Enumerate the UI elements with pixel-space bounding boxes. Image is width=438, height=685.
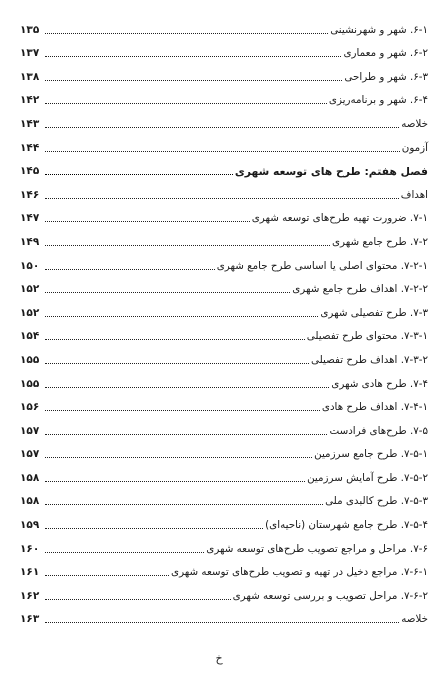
toc-entry-page-number: ۱۴۶ [20, 188, 40, 201]
toc-entry-page-number: ۱۴۹ [20, 235, 40, 248]
toc-entry-page-number: ۱۵۷ [20, 448, 40, 461]
toc-entry-page-number: ۱۴۳ [20, 117, 40, 130]
dot-leader [45, 339, 305, 340]
toc-entry [20, 37, 428, 61]
toc-entry [20, 461, 428, 485]
toc-entry-page-number: ۱۵۹ [20, 519, 40, 532]
toc-entry [20, 178, 428, 202]
toc-entry [20, 107, 428, 131]
toc-entry [20, 249, 428, 273]
toc-entry-page-number: ۱۶۲ [20, 589, 40, 602]
toc-entry-title: ۷-۴-۱. اهداف طرح هادی [321, 401, 428, 414]
toc-entry-page-number: ۱۴۴ [20, 141, 40, 154]
toc-entry-page-number: ۱۶۱ [20, 566, 40, 579]
toc-entry-title: اهداف [400, 188, 428, 201]
toc-entry [20, 485, 428, 509]
dot-leader [45, 127, 399, 128]
toc-entry-title: ۶-۴. شهر و برنامه‌ریزی [328, 94, 428, 107]
toc-entry-page-number: ۱۶۰ [20, 542, 40, 555]
dot-leader [45, 387, 329, 388]
toc-entry-title: آزمون [401, 141, 428, 154]
toc-entry-title: ۷-۳-۲. اهداف طرح تفصیلی [311, 353, 428, 366]
toc-entry [20, 60, 428, 84]
toc-entry-page-number: ۱۵۰ [20, 259, 40, 272]
dot-leader [45, 292, 290, 293]
toc-entry-title: ۷-۳. طرح تفصیلی شهری [320, 306, 428, 319]
toc-entry-title: ۷-۲-۱. محتوای اصلی یا اساسی طرح جامع شهری [216, 259, 428, 272]
toc-entry [20, 202, 428, 226]
toc-entry [20, 532, 428, 556]
toc-entry [20, 556, 428, 580]
toc-entry-title: خلاصه [401, 613, 428, 626]
page-number-footer: خ [215, 652, 223, 665]
toc-entry-title: ۷-۵-۱. طرح جامع سرزمین [314, 448, 428, 461]
dot-leader [45, 56, 341, 57]
dot-leader [45, 528, 263, 529]
toc-entry-title: ۶-۲. شهر و معماری [343, 47, 428, 60]
toc-entry-page-number: ۱۳۵ [20, 23, 40, 36]
toc-entry [20, 84, 428, 108]
toc-entry-title: ۷-۵-۴. طرح جامع شهرستان (ناحیه‌ای) [265, 519, 428, 532]
dot-leader [45, 221, 250, 222]
toc-entry-page-number: ۱۶۳ [20, 613, 40, 626]
toc-entry-page-number: ۱۵۶ [20, 401, 40, 414]
toc-entry-title: فصل هفتم: طرح های توسعه شهری [234, 165, 428, 179]
toc-entry [20, 391, 428, 415]
toc-entry-page-number: ۱۴۲ [20, 94, 40, 107]
toc-entry [20, 603, 428, 627]
toc-entry [20, 320, 428, 344]
toc-entry-page-number: ۱۵۵ [20, 377, 40, 390]
dot-leader [45, 504, 323, 505]
toc-entry [20, 273, 428, 297]
toc-entry [20, 13, 428, 37]
toc-entry-title: ۷-۲. طرح جامع شهری [331, 235, 428, 248]
table-of-contents [20, 13, 428, 626]
dot-leader [45, 174, 233, 175]
toc-entry [20, 131, 428, 155]
toc-chapter-heading [20, 155, 428, 179]
toc-entry-title: ۷-۱. ضرورت تهیه طرح‌های توسعه شهری [251, 212, 428, 225]
toc-entry [20, 508, 428, 532]
dot-leader [45, 103, 327, 104]
dot-leader [45, 33, 328, 34]
dot-leader [45, 552, 204, 553]
dot-leader [45, 575, 169, 576]
dot-leader [45, 316, 318, 317]
dot-leader [45, 245, 330, 246]
dot-leader [45, 434, 327, 435]
dot-leader [45, 151, 400, 152]
toc-entry-page-number: ۱۴۷ [20, 212, 40, 225]
toc-entry [20, 296, 428, 320]
toc-entry-title: ۷-۵. طرح‌های فرادست [329, 424, 428, 437]
toc-entry-title: ۷-۶. مراحل و مراجع تصویب طرح‌های توسعه شهری [206, 542, 428, 555]
toc-entry-title: ۷-۲-۲. اهداف طرح جامع شهری [292, 283, 428, 296]
dot-leader [45, 80, 342, 81]
toc-entry-page-number: ۱۵۷ [20, 424, 40, 437]
dot-leader [45, 457, 312, 458]
dot-leader [45, 622, 399, 623]
toc-entry-page-number: ۱۴۵ [20, 165, 40, 178]
dot-leader [45, 363, 309, 364]
toc-entry-page-number: ۱۳۷ [20, 47, 40, 60]
dot-leader [45, 410, 320, 411]
toc-entry-title: ۷-۴. طرح هادی شهری [331, 377, 428, 390]
toc-entry-title: ۶-۱. شهر و شهرنشینی [330, 23, 428, 36]
toc-entry-title: خلاصه [401, 117, 428, 130]
dot-leader [45, 269, 215, 270]
toc-entry [20, 225, 428, 249]
toc-entry-page-number: ۱۵۲ [20, 306, 40, 319]
dot-leader [45, 198, 399, 199]
toc-entry-page-number: ۱۳۸ [20, 70, 40, 83]
toc-entry-title: ۷-۶-۱. مراجع دخیل در تهیه و تصویب طرح‌های توسعه شهری [171, 566, 428, 579]
dot-leader [45, 481, 305, 482]
toc-entry-page-number: ۱۵۵ [20, 353, 40, 366]
toc-entry-page-number: ۱۵۸ [20, 495, 40, 508]
toc-entry-title: ۷-۵-۳. طرح کالبدی ملی [325, 495, 428, 508]
toc-entry [20, 367, 428, 391]
toc-entry-page-number: ۱۵۲ [20, 283, 40, 296]
toc-entry-title: ۷-۳-۱. محتوای طرح تفصیلی [306, 330, 428, 343]
toc-entry-title: ۷-۵-۲. طرح آمایش سرزمین [307, 471, 428, 484]
toc-entry [20, 438, 428, 462]
toc-entry [20, 343, 428, 367]
toc-entry [20, 414, 428, 438]
dot-leader [45, 599, 231, 600]
toc-entry [20, 579, 428, 603]
toc-entry-title: ۷-۶-۲. مراحل تصویب و بررسی توسعه شهری [232, 589, 428, 602]
toc-entry-title: ۶-۳. شهر و طراحی [344, 70, 428, 83]
toc-entry-page-number: ۱۵۴ [20, 330, 40, 343]
toc-entry-page-number: ۱۵۸ [20, 471, 40, 484]
